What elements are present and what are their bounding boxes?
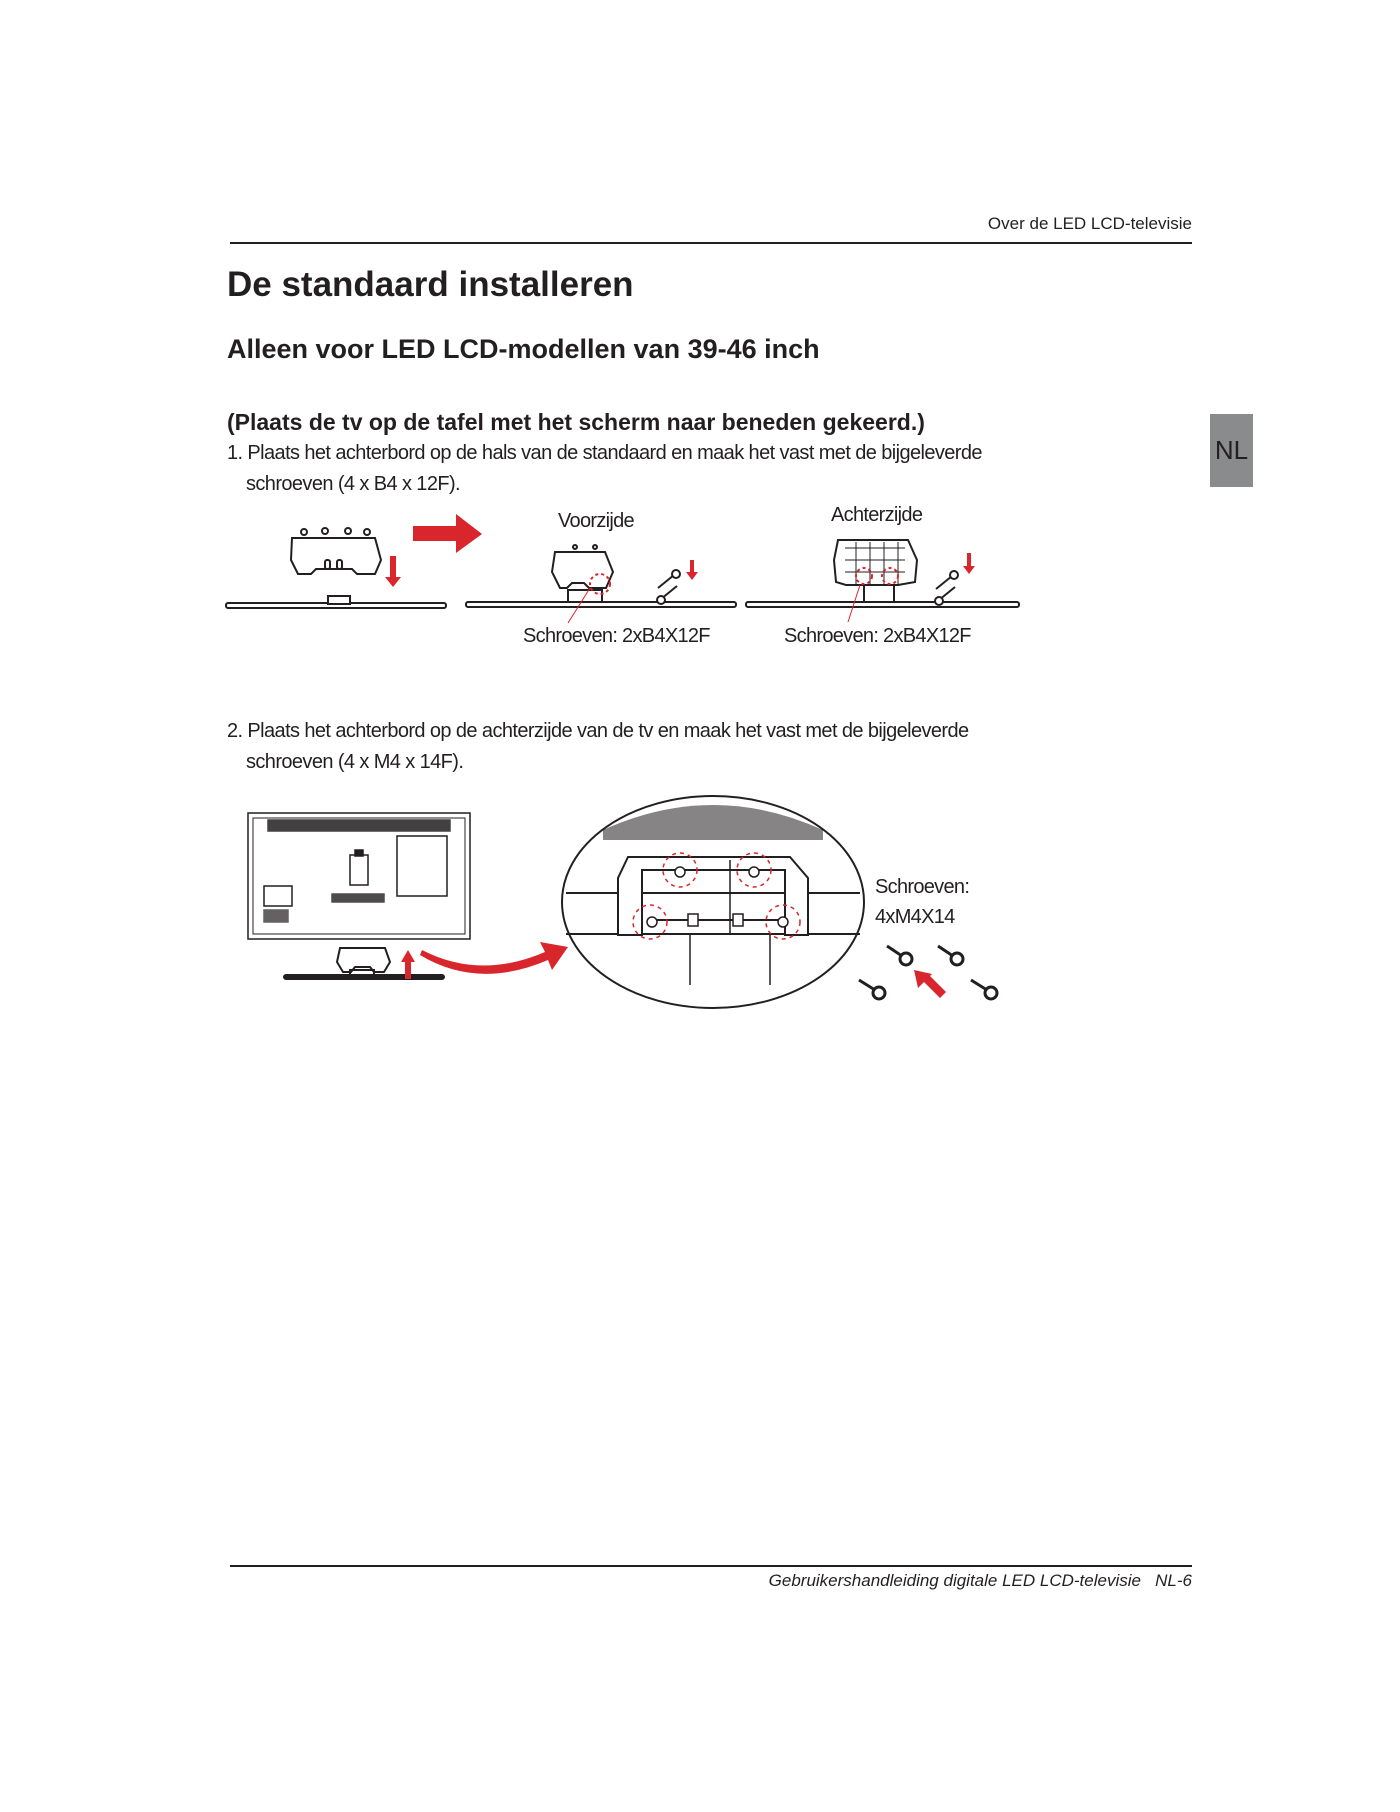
page-footer bbox=[640, 1571, 1192, 1591]
stand-under-tv-illustration bbox=[284, 948, 444, 979]
diagonal-arrow-icon bbox=[914, 970, 946, 998]
screws-back-label: Schroeven: 2xB4X12F bbox=[784, 625, 971, 647]
running-header: Over de LED LCD-televisie bbox=[987, 214, 1192, 233]
tv-back-illustration bbox=[248, 813, 470, 939]
front-side-label: Voorzijde bbox=[558, 510, 634, 532]
page-number: NL-6 bbox=[1155, 1571, 1192, 1590]
step-1-line-1: 1. Plaats het achterbord op de hals van de standaard en maak het vast met de bijgeleverde bbox=[227, 442, 982, 464]
screws-front-label: Schroeven: 2xB4X12F bbox=[523, 625, 710, 647]
screws-m4-label: Schroeven: bbox=[875, 876, 970, 898]
step-1-line-2: schroeven (4 x B4 x 12F). bbox=[246, 473, 460, 495]
curved-arrow-icon bbox=[420, 942, 568, 974]
page-title: De standaard installeren bbox=[227, 265, 634, 304]
zoom-detail-illustration bbox=[562, 796, 864, 1008]
language-tab: NL bbox=[1210, 414, 1253, 487]
step-2-line-1: 2. Plaats het achterbord op de achterzijde van de tv en maak het vast met de bijgeleverde bbox=[227, 720, 969, 742]
instruction-note: (Plaats de tv op de tafel met het scherm naar beneden gekeerd.) bbox=[227, 409, 925, 435]
step-2-line-2: schroeven (4 x M4 x 14F). bbox=[246, 751, 464, 773]
footer-rule bbox=[230, 1565, 1192, 1567]
back-side-label: Achterzijde bbox=[831, 504, 923, 526]
section-subtitle: Alleen voor LED LCD-modellen van 39-46 inch bbox=[227, 334, 820, 364]
m4-screws-icon bbox=[859, 946, 997, 999]
manual-title: Gebruikershandleiding digitale LED LCD-televisie bbox=[768, 1571, 1141, 1590]
screws-m4-spec: 4xM4X14 bbox=[875, 906, 955, 928]
